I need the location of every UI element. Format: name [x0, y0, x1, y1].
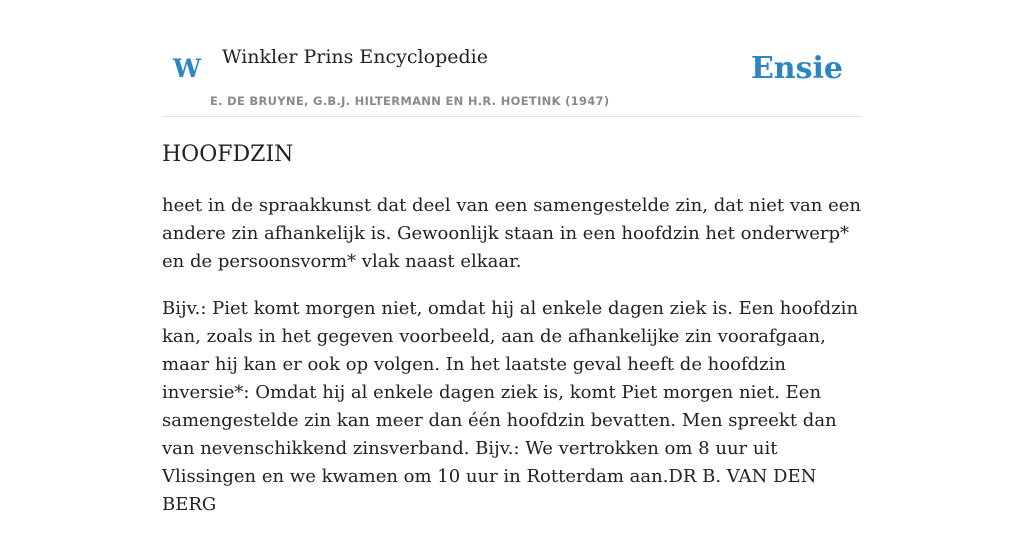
- entry-paragraph: Bijv.: Piet komt morgen niet, omdat hij al enkele dagen ziek is. Een hoofdzin kan, zoals in het gegeven voorbeeld, aan de afhankelijke zin voorafgaan, maar hij kan er ook op volgen. In het laatste geval heeft de hoofdzin inversie*: Omdat hij al enkele dagen ziek is, komt Piet morgen niet. Een samengestelde zin kan meer dan één hoofdzin bevatten. Men spreekt dan van nevenschikkend zinsverband. Bijv.: We vertrokken om 8 uur uit Vlissingen en we kwamen om 10 uur in Rotterdam aan.DR B. VAN DEN BERG: [162, 298, 859, 515]
- publication-title[interactable]: Winkler Prins Encyclopedie: [222, 46, 488, 68]
- page-header: [162, 0, 862, 117]
- publication-logo-icon[interactable]: W: [173, 54, 202, 83]
- entry-paragraph: heet in de spraakkunst dat deel van een samengestelde zin, dat niet van een andere zin afhankelijk is. Gewoonlijk staan in een hoofdzin het onderwerp* en de persoonsvorm* vlak naast elkaar.: [162, 195, 861, 272]
- ensie-logo[interactable]: Ensie: [750, 51, 843, 86]
- entry-title: HOOFDZIN: [162, 142, 294, 167]
- entry-content: [162, 140, 862, 538]
- publication-authors: E. DE BRUYNE, G.B.J. HILTERMANN EN H.R. HOETINK (1947): [210, 94, 610, 108]
